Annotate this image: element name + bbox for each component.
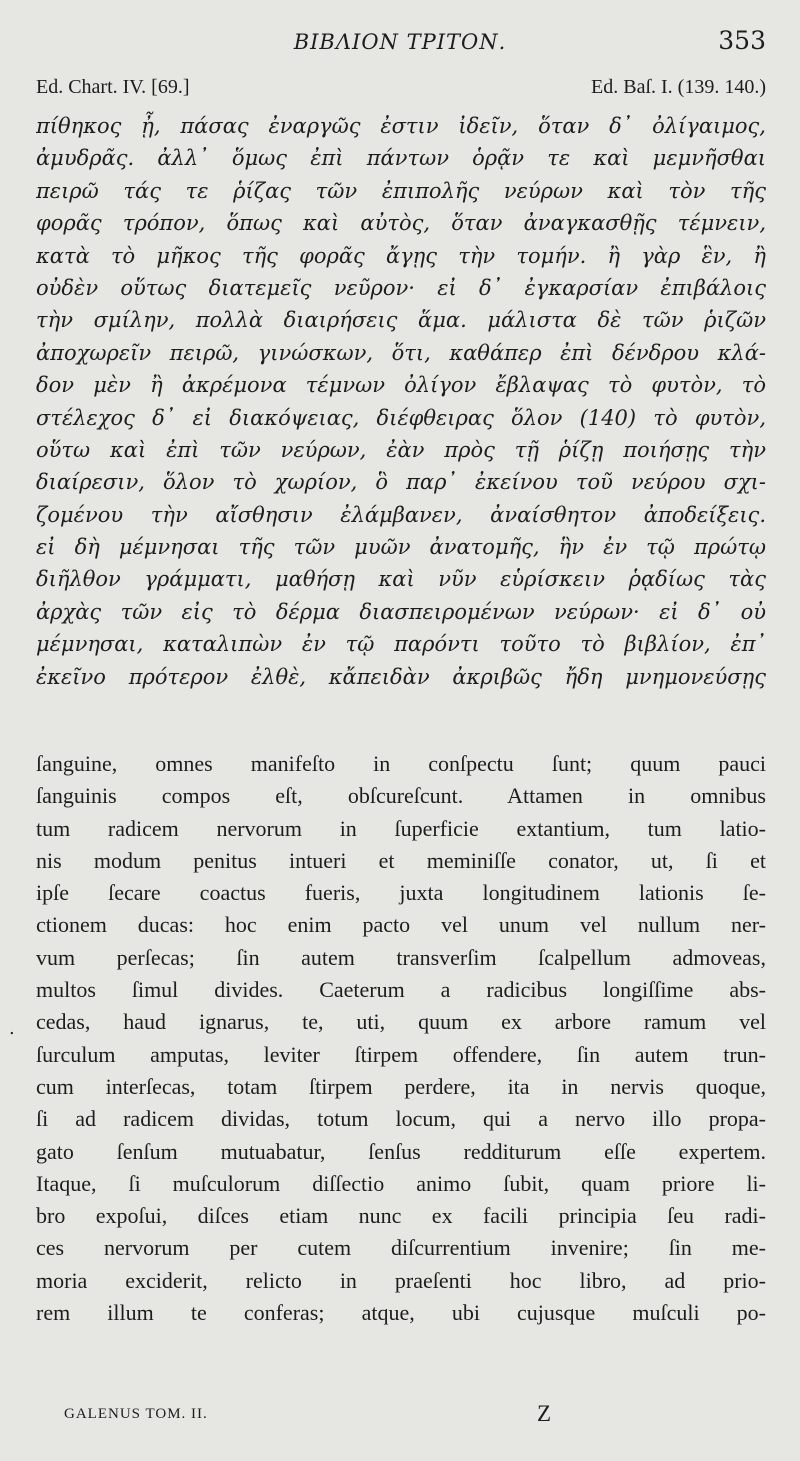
latin-line: multos ſimul divides. Caeterum a radicibus longiſſime abs- — [36, 977, 766, 1003]
latin-line: ipſe ſecare coactus fueris, juxta longitudinem lationis ſe- — [36, 880, 766, 906]
greek-line: τὴν σμίλην, πολλὰ διαιρήσεις ἅμα. μάλιστα δὲ τῶν ῥιζῶν — [36, 308, 766, 333]
latin-line: ſanguine, omnes manifeſto in conſpectu ſunt; quum pauci — [36, 751, 766, 776]
greek-line: οὕτω καὶ ἐπὶ τῶν νεύρων, ἐὰν πρὸς τῇ ῥίζῃ ποιήσῃς τὴν — [36, 437, 766, 462]
latin-line: nis modum penitus intueri et meminiſſe conator, ut, ſi et — [36, 847, 766, 873]
running-title: ΒΙΒΛΙΟΝ ΤΡΙΤΟΝ. — [293, 30, 507, 54]
latin-line: cedas, haud ignarus, te, uti, quum ex arbore ramum vel — [36, 1009, 766, 1035]
margin-mark: . — [9, 1018, 15, 1039]
greek-line: ἀποχωρεῖν πειρῶ, γινώσκων, ὅτι, καθάπερ ἐπὶ δένδρου κλά- — [36, 340, 766, 365]
signature-line: GALENUS TOM. II. — [64, 1406, 208, 1422]
greek-line: πίθηκος ᾖ, πάσας ἐναργῶς ἐστιν ἰδεῖν, ὅταν δ᾽ ὀλίγαιμος, — [36, 114, 766, 138]
latin-line: moria exciderit, relicto in praeſenti hoc libro, ad prio- — [36, 1267, 766, 1293]
greek-line: πειρῶ τάς τε ῥίζας τῶν ἐπιπολῆς νεύρων καὶ τὸν τῆς — [36, 178, 766, 203]
latin-line: tum radicem nervorum in ſuperficie extantium, tum latio- — [36, 815, 766, 841]
greek-line: φορᾶς τρόπον, ὅπως καὶ αὐτὸς, ὅταν ἀναγκασθῇς τέμνειν, — [36, 211, 766, 236]
greek-line: διαίρεσιν, ὅλον τὸ χωρίον, ὃ παρ᾽ ἐκείνου τοῦ νεύρου σχι- — [36, 470, 766, 495]
latin-line: ſanguinis compos eſt, obſcureſcunt. Attamen in omnibus — [36, 783, 766, 809]
latin-line: bro expoſui, diſces etiam nunc ex facili principia ſeu radi- — [36, 1203, 766, 1229]
greek-line: στέλεχος δ᾽ εἰ διακόψειας, διέφθειρας ὅλον (140) τὸ φυτὸν, — [36, 405, 766, 430]
latin-line: ſurculum amputas, leviter ſtirpem offendere, ſin autem trun- — [36, 1041, 766, 1067]
latin-line: gato ſenſum mutuabatur, ſenſus redditurum eſſe expertem. — [36, 1138, 766, 1164]
greek-line: ἀρχὰς τῶν εἰς τὸ δέρμα διασπειρομένων νεύρων· εἰ δ᾽ οὐ — [36, 599, 766, 624]
latin-line: vum perſecas; ſin autem transverſim ſcalpellum admoveas, — [36, 944, 766, 970]
latin-line: Itaque, ſi muſculorum diſſectio animo ſubit, quam priore li- — [36, 1170, 766, 1196]
edition-reference-left: Ed. Chart. IV. [69.] — [36, 76, 190, 98]
latin-line: rem illum te conferas; atque, ubi cujusque muſculi po- — [36, 1300, 766, 1326]
latin-line: ſi ad radicem dividas, totum locum, qui a nervo illo propa- — [36, 1106, 766, 1132]
latin-line: ctionem ducas: hoc enim pacto vel unum vel nullum ner- — [36, 912, 766, 938]
sheet-mark: Z — [537, 1401, 552, 1426]
latin-text-block — [36, 748, 766, 1329]
greek-line: οὐδὲν οὕτως διατεμεῖς νεῦρον· εἰ δ᾽ ἐγκαρσίαν ἐπιβάλοις — [36, 275, 766, 300]
greek-text-block — [36, 110, 766, 693]
greek-line: μέμνησαι, καταλιπὼν ἐν τῷ παρόντι τοῦτο τὸ βιβλίον, ἐπ᾽ — [36, 632, 766, 657]
greek-line: διῆλθον γράμματι, μαθήσῃ καὶ νῦν εὑρίσκειν ῥᾳδίως τὰς — [36, 567, 766, 592]
latin-line: cum interſecas, totam ſtirpem perdere, ita in nervis quoque, — [36, 1073, 766, 1099]
greek-line: ἐκεῖνο πρότερον ἐλθὲ, κἄπειδὰν ἀκριβῶς ἤδη μνημονεύσῃς — [36, 664, 766, 689]
greek-line: ἀμυδρᾶς. ἀλλ᾽ ὅμως ἐπὶ πάντων ὁρᾷν τε καὶ μεμνῆσθαι — [36, 146, 766, 171]
edition-reference-right: Ed. Baſ. I. (139. 140.) — [591, 76, 766, 98]
greek-line: κατὰ τὸ μῆκος τῆς φορᾶς ἄγῃς τὴν τομήν. ἢ γὰρ ἓν, ἢ — [36, 243, 766, 268]
greek-line: εἰ δὴ μέμνησαι τῆς τῶν μυῶν ἀνατομῆς, ἣν ἐν τῷ πρώτῳ — [36, 535, 766, 560]
greek-line: δον μὲν ἢ ἀκρέμονα τέμνων ὀλίγον ἔβλαψας τὸ φυτὸν, τὸ — [36, 373, 766, 398]
greek-line: ζομένου τὴν αἴσθησιν ἐλάμβανεν, ἀναίσθητον ἀποδείξεις. — [36, 502, 766, 527]
page-number: 353 — [718, 26, 766, 55]
latin-line: ces nervorum per cutem diſcurrentium invenire; ſin me- — [36, 1235, 766, 1261]
